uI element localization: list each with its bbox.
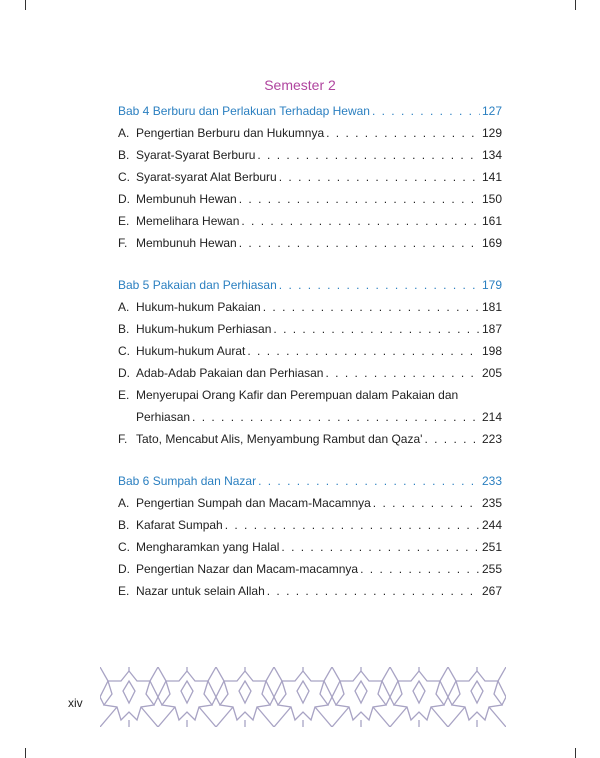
crop-mark [575, 748, 576, 758]
crop-mark [25, 0, 26, 10]
toc-item[interactable]: E. Memelihara Hewan . . . 161 [118, 210, 502, 232]
chapter-title: Bab 5 Pakaian dan Perhiasan [118, 278, 277, 292]
toc-chapter-6[interactable] [118, 470, 502, 492]
page-number: xiv [68, 696, 83, 710]
toc-item[interactable]: D. Adab-Adab Pakaian dan Perhiasan . . . 205 [118, 362, 502, 384]
toc-item[interactable]: A. Pengertian Sumpah dan Macam-Macamnya . . . 235 [118, 492, 502, 514]
chapter-title: Bab 4 Berburu dan Perlakuan Terhadap Hewan [118, 104, 370, 118]
crop-mark [25, 748, 26, 758]
chapter-page: 233 [481, 474, 502, 488]
toc-item[interactable]: C. Mengharamkan yang Halal . . . 251 [118, 536, 502, 558]
toc-item[interactable]: C. Syarat-syarat Alat Berburu . . . 141 [118, 166, 502, 188]
toc-item[interactable]: A. Pengertian Berburu dan Hukumnya . . . 129 [118, 122, 502, 144]
toc-item[interactable]: C. Hukum-hukum Aurat . . . 198 [118, 340, 502, 362]
toc-item[interactable]: B. Kafarat Sumpah . . . 244 [118, 514, 502, 536]
toc-item[interactable]: B. Hukum-hukum Perhiasan . . . 187 [118, 318, 502, 340]
toc-item[interactable]: E. Menyerupai Orang Kafir dan Perempuan dalam Pakaian dan Perhiasan . . . 214 [118, 384, 502, 428]
toc-chapter-5[interactable] [118, 274, 502, 296]
toc-item[interactable]: D. Pengertian Nazar dan Macam-macamnya . . . 255 [118, 558, 502, 580]
chapter-title: Bab 6 Sumpah dan Nazar [118, 474, 257, 488]
toc-item[interactable]: F. Tato, Mencabut Alis, Menyambung Rambut dan Qaza' . . . 223 [118, 428, 502, 450]
toc-item[interactable]: E. Nazar untuk selain Allah . . . 267 [118, 580, 502, 602]
pattern-fill [100, 667, 506, 727]
toc-item[interactable]: A. Hukum-hukum Pakaian . . . 181 [118, 296, 502, 318]
toc-item[interactable]: F. Membunuh Hewan . . . 169 [118, 232, 502, 254]
toc-chapter-4[interactable] [118, 100, 502, 122]
chapter-page: 179 [481, 278, 502, 292]
semester-title: Semester 2 [264, 77, 336, 93]
crop-mark [575, 0, 576, 10]
table-of-contents [118, 100, 502, 602]
chapter-page: 127 [481, 104, 502, 118]
toc-item[interactable]: B. Syarat-Syarat Berburu . . . 134 [118, 144, 502, 166]
decorative-pattern [100, 667, 506, 727]
toc-item[interactable]: D. Membunuh Hewan . . . 150 [118, 188, 502, 210]
